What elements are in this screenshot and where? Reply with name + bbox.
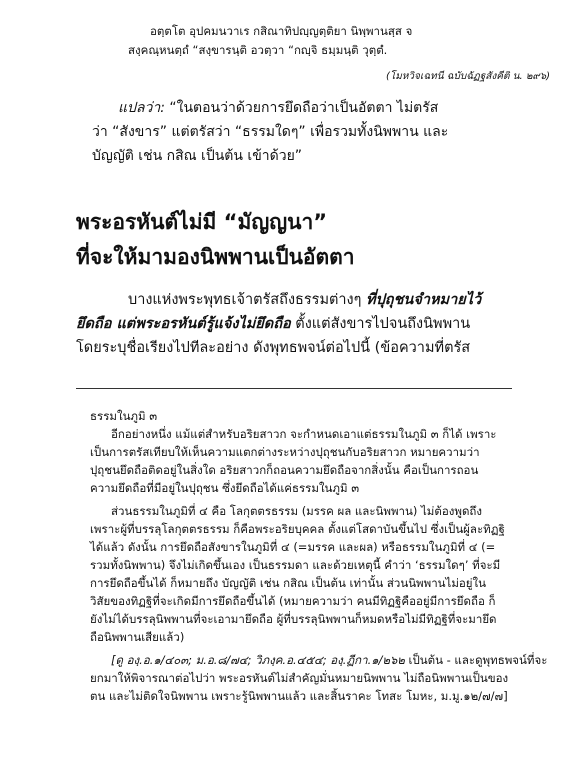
footnote-para2-line-3: ได้แล้ว ดังนั้น การยึดถือสังขารในภูมิที่ ๔ (=มรรค และผล) หรือธรรมในภูมิที่ ๔ (= <box>90 540 496 554</box>
footnote-para2-line-5: การยึดถือขึ้นได้ ก็หมายถึง บัญญัติ เช่น กสิณ เป็นต้น เท่านั้น ส่วนนิพพานไม่อยู่ใน <box>90 576 487 590</box>
footnote-para1-line-2: เป็นการตรัสเทียบให้เห็นความแตกต่างระหว่างปุถุชนกับอริยสาวก หมายความว่า <box>90 445 480 459</box>
footnote-para1-line-4: ความยึดถือที่มีอยู่ในปุถุชน ซึ่งยึดถือได้แค่ธรรมในภูมิ ๓ <box>90 481 360 495</box>
translation-line-1: “ในตอนว่าด้วยการยึดถือว่าเป็นอัตตา ไม่ตรัส <box>164 100 439 116</box>
translation-line-3: บัญญัติ เช่น กสิณ เป็นต้น เข้าด้วย” <box>92 148 303 164</box>
footnote-para1-line-3: ปุถุชนยึดถือติดอยู่ในสิ่งใด อริยสาวกก็ถอนความยึดถือจากสิ่งนั้น คือเป็นการถอน <box>90 463 479 477</box>
citation-refs: [ดู องฺ.อ.๑/๔๐๓; ม.อ.๘/๗๔; วิภงฺค.อ.๔๕๔; องฺ.ฏีกา.๑/๒๖๒ <box>111 653 405 667</box>
citation-line-3 <box>90 687 548 705</box>
footnote-title: ธรรมในภูมิ ๓ <box>90 409 158 423</box>
body-line-2b: ตั้งแต่สังขารไปจนถึงนิพพาน <box>290 316 471 332</box>
pali-line-1: อตฺตโต อุปคมนวาเร กสิณาทิปญฺญตฺติยา นิพฺพานสฺส จ <box>150 24 413 38</box>
footnote-para2-line-4: รวมทั้งนิพพาน) จึงไม่เกิดขึ้นเอง เป็นธรรมดา และด้วยเหตุนี้ คำว่า ‘ธรรมใดๆ’ ที่จะมี <box>90 558 501 572</box>
footnote-para2-line-6: วิสัยของทิฏฐิที่จะเกิดมีการยึดถือขึ้นได้ (หมายความว่า คนมีทิฏฐิคืออยู่มีการยึดถือ ก็ <box>90 594 496 608</box>
translation <box>92 96 558 168</box>
citation-line-1 <box>111 651 548 669</box>
translation-label: แปลว่า: <box>118 100 165 116</box>
footnote-divider <box>76 388 512 389</box>
footnote-para2-line-2: เพราะผู้ที่บรรลุโลกุตตรธรรม ก็คือพระอริยบุคคล ตั้งแต่โสดาบันขึ้นไป ซึ่งเป็นผู้ละทิฏฐิ <box>90 522 505 536</box>
heading-line-1: พระอรหันต์ไม่มี “มัญญนา” <box>76 210 328 234</box>
pali-line-2: สงฺคณฺหนตฺถํ “สงฺขารนฺติ อวตฺวา “กญฺจิ ธมฺมนฺติ วุตฺตํ. <box>128 43 388 57</box>
citation-final-ref: ม.มู.๑๒/๗/๗] <box>440 689 508 703</box>
citation-line-2: ยกมาให้พิจารณาต่อไปว่า พระอรหันต์ไม่สำคัญมั่นหมายนิพพาน ไม่ถือนิพพานเป็นของ <box>90 671 509 685</box>
footnote-para2-line-8: ถือนิพพานเสียแล้ว) <box>90 630 185 644</box>
body-line-2a: ยึดถือ แต่พระอรหันต์รู้แจ้งไม่ยึดถือ <box>76 316 291 332</box>
citation-line-1-rest: เป็นต้น - และดูพุทธพจน์ที่จะ <box>404 653 548 667</box>
body-line-3: โดยระบุชื่อเรียงไปทีละอย่าง ดังพุทธพจน์ต่อไปนี้ (ข้อความที่ตรัส <box>76 340 471 356</box>
pali-reference: (โมหวิจเฉทนี ฉบับฉัฏฐสังคีติ น. ๒๙๖) <box>385 71 550 82</box>
heading-line-2: ที่จะให้มามองนิพพานเป็นอัตตา <box>76 245 355 269</box>
footnote <box>90 407 548 705</box>
footnote-para2-line-7: ยังไม่ได้บรรลุนิพพานที่จะเอามายึดถือ ผู้ที่บรรลุนิพพานก็หมดหรือไม่มีทิฏฐิที่จะมายึด <box>90 612 497 626</box>
body-line-1b: ที่ปุถุชนจำหมายไว้ <box>366 292 482 308</box>
footnote-para2-line-1: ส่วนธรรมในภูมิที่ ๔ คือ โลกุตตรธรรม (มรรค ผล และนิพพาน) ไม่ต้องพูดถึง <box>111 504 482 518</box>
translation-line-2: ว่า “สังขาร” แต่ตรัสว่า “ธรรมใดๆ” เพื่อรวมทั้งนิพพาน และ <box>92 124 449 140</box>
citation-line-3-text: ตน และไม่ติดใจนิพพาน เพราะรู้นิพพานแล้ว และสิ้นราคะ โทสะ โมหะ, <box>90 689 441 703</box>
section-heading <box>76 205 546 275</box>
pali-quote <box>128 22 554 60</box>
body-paragraph <box>76 288 546 360</box>
footnote-para1-line-1: อีกอย่างหนึ่ง แม้แต่สำหรับอริยสาวก จะกำหนดเอาแต่ธรรมในภูมิ ๓ ก็ได้ เพราะ <box>111 427 497 441</box>
body-line-1a: บางแห่งพระพุทธเจ้าตรัสถึงธรรมต่างๆ <box>128 292 367 308</box>
